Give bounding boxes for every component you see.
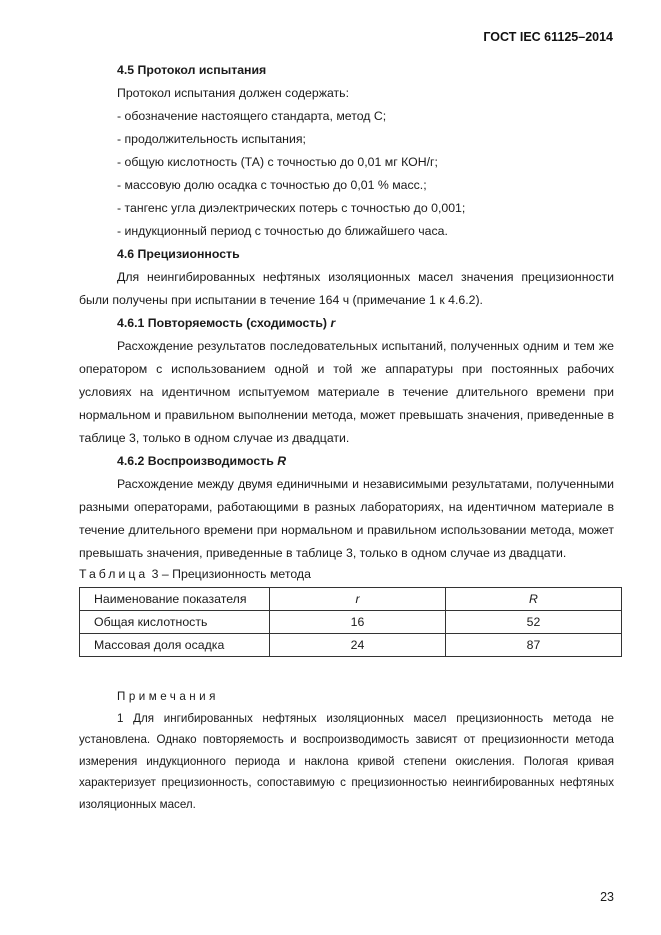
page-number: 23 [600, 890, 614, 904]
list-item: - тангенс угла диэлектрических потерь с точностью до 0,001; [117, 201, 466, 215]
repeatability-symbol: r [330, 316, 336, 330]
table-caption-label: Таблица [79, 567, 149, 581]
precision-table [79, 587, 622, 657]
standard-designation: ГОСТ IEC 61125–2014 [483, 30, 613, 44]
table-cell-parameter: Общая кислотность [80, 611, 270, 634]
list-item: - продолжительность испытания; [117, 132, 306, 146]
table-cell-parameter: Массовая доля осадка [80, 634, 270, 657]
section-4-5-heading: 4.5 Протокол испытания [117, 63, 267, 77]
section-4-6-text: Для неингибированных нефтяных изоляционных масел значения прецизионности были получены при испытании в течение 164 ч (примечание 1 к 4.6.2). [79, 270, 614, 307]
section-4-6-1-text: Расхождение результатов последовательных испытаний, полученных одним и тем же оператором с использованием одной и той же аппаратуры при постоянных рабочих условиях на идентичном испытуемом материале в течение длительного времени при нормальном и правильном выполнении метода, может превышать значения, приведенные в таблице 3, только в одном случае из двадцати. [79, 339, 614, 445]
table-caption-title: 3 – Прецизионность метода [151, 567, 311, 581]
section-4-5-intro: Протокол испытания должен содержать: [117, 86, 349, 100]
section-4-6-1-title: 4.6.1 Повторяемость (сходимость) [117, 316, 328, 330]
column-header-r-symbol: r [355, 592, 360, 606]
note-1: 1 Для ингибированных нефтяных изоляционных масел прецизионность метода не установлена. Однако повторяемость и воспроизводимость зависят от прецизионности метода измерения индукционного периода и наклона кривой степени окисления. Пологая кривая характеризует прецизионность, сопоставимую с прецизионностью неингибированных нефтяных изоляционных масел. [79, 711, 614, 811]
column-header-R-symbol: R [529, 592, 538, 606]
section-4-6-heading: 4.6 Прецизионность [117, 247, 240, 261]
list-item: - обозначение настоящего стандарта, метод С; [117, 109, 387, 123]
reproducibility-symbol: R [277, 454, 287, 468]
section-4-6-2-title: 4.6.2 Воспроизводимость [117, 454, 274, 468]
section-4-6-2-text: Расхождение между двумя единичными и независимыми результатами, полученными разными операторами, работающими в разных лабораториях, на идентичном материале в течение длительного времени при нормальном и правильном использовании метода, может превышать значения, приведенные в таблице 3, только в одном случае из двадцати. [79, 477, 614, 560]
column-header-parameter: Наименование показателя [80, 588, 270, 611]
table-header-row [80, 588, 622, 611]
section-4-6-1-heading [79, 312, 614, 335]
page-content [79, 59, 614, 815]
notes-heading: Примечания [117, 690, 219, 703]
list-item: - индукционный период с точностью до ближайшего часа. [117, 224, 448, 238]
table-3-caption [79, 565, 614, 584]
section-4-6-2-heading [79, 450, 614, 473]
notes-block [79, 686, 614, 815]
table-cell-r: 16 [270, 611, 446, 634]
column-header-R [446, 588, 622, 611]
column-header-r [270, 588, 446, 611]
table-row [80, 611, 622, 634]
table-cell-R: 87 [446, 634, 622, 657]
table-row [80, 634, 622, 657]
table-cell-R: 52 [446, 611, 622, 634]
list-item: - массовую долю осадка с точностью до 0,01 % масс.; [117, 178, 427, 192]
table-cell-r: 24 [270, 634, 446, 657]
list-item: - общую кислотность (ТА) с точностью до 0,01 мг КОН/г; [117, 155, 438, 169]
